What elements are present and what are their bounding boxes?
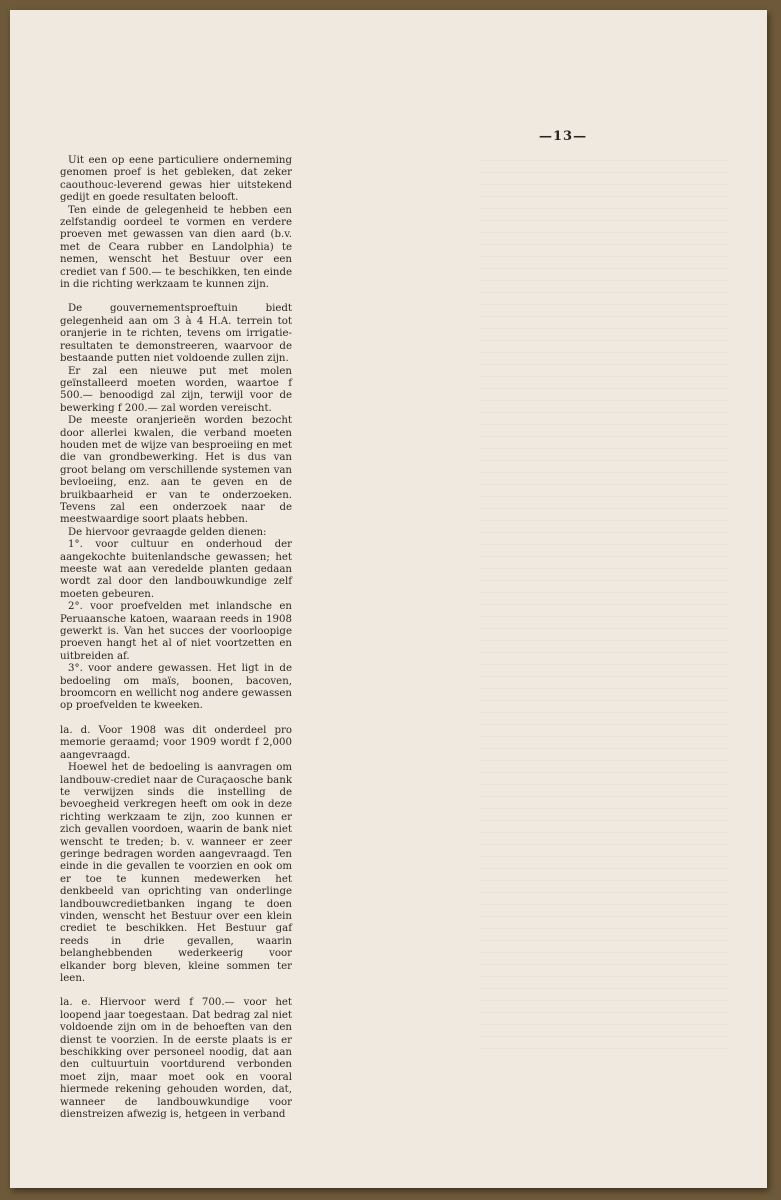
paragraph: De hiervoor gevraagde gelden dienen: bbox=[68, 526, 267, 538]
paragraph: De gouvernementsproeftuin biedt gelegenheid aan om 3 à 4 H.A. terrein tot oranjerie in te richten, tevens om irrigatie-resultaten te demonstreeren, waarvoor de bestaande putten niet voldoende zullen zijn. bbox=[60, 303, 292, 365]
document-page bbox=[10, 10, 767, 1188]
paragraph: 2°. voor proefvelden met inlandsche en Peruaansche katoen, waaraan reeds in 1908 gewerkt is. Van het succes der voorloopige proeven hangt het al of niet voortzetten en uitbreiden af. bbox=[60, 601, 292, 662]
page-number: —13— bbox=[539, 129, 588, 144]
paragraph-spacer bbox=[60, 713, 292, 725]
text-column bbox=[60, 155, 292, 1121]
paragraph: Er zal een nieuwe put met molen geïnstalleerd moeten worden, waartoe f 500.— benoodigd zal zijn, terwijl voor de bewerking f 200.— zal worden vereischt. bbox=[60, 365, 292, 414]
paragraph: De meeste oranjerieën worden bezocht door allerlei kwalen, die verband moeten houden met de wijze van besproeiing en met die van grondbewerking. Het is dus van groot belang om verschillende systemen van bevloeiing, enz. aan te geven en de bruikbaarheid er van te onderzoeken. Tevens zal een onderzoek naar de meestwaardige soort plaats hebben. bbox=[60, 415, 292, 526]
paragraph-spacer bbox=[60, 291, 292, 303]
paragraph: 3°. voor andere gewassen. Het ligt in de bedoeling om maïs, boonen, bacoven, broomcorn en wellicht nog andere gewassen op proefvelden te kweeken. bbox=[60, 663, 292, 712]
paragraph: 1°. voor cultuur en onderhoud der aangekochte buitenlandsche gewassen; het meeste wat aan veredelde planten gedaan wordt zal door den landbouwkundige zelf moeten gebeuren. bbox=[60, 539, 292, 600]
paragraph: la. d. Voor 1908 was dit onderdeel pro memorie geraamd; voor 1909 wordt f 2,000 aangevraagd. bbox=[60, 724, 292, 761]
paragraph: Uit een op eene particuliere onderneming genomen proef is het gebleken, dat zeker caouthouc-leverend gewas hier uitstekend gedijt en goede resultaten belooft. bbox=[60, 155, 292, 204]
paragraph: Hoewel het de bedoeling is aanvragen om landbouw-crediet naar de Curaçaosche bank te verwijzen sinds die instelling de bevoegheid verkregen heeft om ook in deze richting werkzaam te zijn, zoo kunnen er zich gevallen voordoen, waarin de bank niet wenscht te treden; b. v. wanneer er zeer geringe bedragen worden aangevraagd. Ten einde in die gevallen te voorzien en ook om er toe te kunnen medewerken het denkbeeld van oprichting van onderlinge landbouwcredietbanken ingang te doen vinden, wenscht het Bestuur over een klein crediet te beschikken. Het Bestuur gaf reeds in drie gevallen, waarin belanghebbenden wederkeerig voor elkander borg bleven, kleine sommen ter leen. bbox=[60, 762, 292, 984]
paragraph: la. e. Hiervoor werd f 700.— voor het loopend jaar toegestaan. Dat bedrag zal niet voldoende zijn om in de behoeften van den dienst te voorzien. In de eerste plaats is er beschikking over personeel noodig, dat aan den cultuurtuin voortdurend verbonden moet zijn, maar moet ook en vooral hiermede rekening gehouden worden, dat, wanneer de landbouwkundige voor dienstreizen afwezig is, hetgeen in verband bbox=[60, 997, 292, 1121]
paragraph: Ten einde de gelegenheid te hebben een zelfstandig oordeel te vormen en verdere proeven met gewassen van dien aard (b.v. met de Ceara rubber en Landolphia) te nemen, wenscht het Bestuur over een crediet van f 500.— te beschikken, ten einde in die richting werkzaam te kunnen zijn. bbox=[60, 204, 292, 291]
bleed-through-shadow bbox=[480, 160, 730, 1060]
paragraph-spacer bbox=[60, 985, 292, 997]
